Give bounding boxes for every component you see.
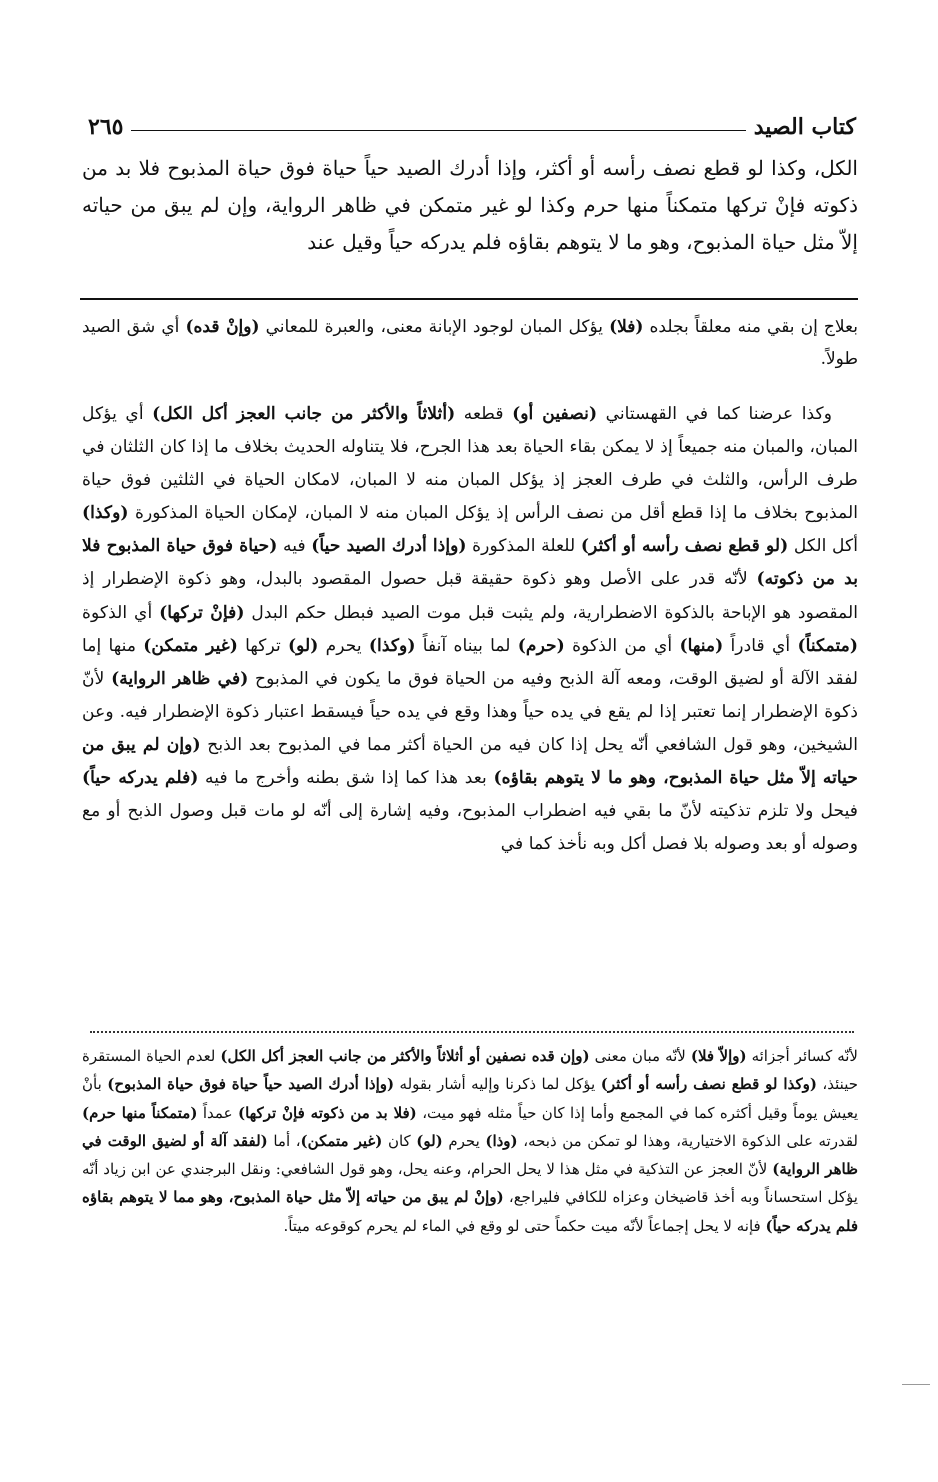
footnote-separator bbox=[90, 1031, 854, 1033]
sharh-continuation bbox=[82, 312, 858, 375]
matn-separator bbox=[80, 298, 858, 300]
hashiya-text bbox=[82, 1042, 858, 1240]
sharh-paragraph: وكذا عرضنا كما في القهستاني (نصفين أو) قطعه (أثلاثاً والأكثر من جانب العجز أكل الكل) أي يؤكل المبان، والمبان منه جميعاً إذ لا يمكن بقاء الحياة بعد هذا الجرح، فلا يتناوله الحديث بخلاف ما إذا كان الثلثان في طرف الرأس، والثلث في طرف العجز إذ يؤكل المبان منه لا المبان، لامكان الحياة في الثلثين فوق حياة المذبوح بخلاف ما إذا قطع أقل من نصف الرأس إذ يؤكل المبان منه لا المبان، لإمكان الحياة المذكورة (وكذا) أكل الكل (لو قطع نصف رأسه أو أكثر) للعلة المذكورة (وإذا أدرك الصيد حياً) فيه (حياة فوق حياة المذبوح فلا بد من ذكوته) لأنّه قدر على الأصل وهو ذكوة حقيقة قبل حصول المقصود بالبدل، وهو ذكوة الإضطرار إذ المقصود هو الإباحة بالذكوة الاضطرارية، ولم يثبت قبل موت الصيد فبطل حكم البدل (فإنْ تركها) أي الذكوة (متمكناً) أي قادراً (منها) أي من الذكوة (حرم) لما بيناه آنفاً (وكذا) يحرم (لو) تركها (غير متمكن) منها إما لفقد الآلة أو لضيق الوقت، ومعه آلة الذبح وفيه من الحياة فوق ما يكون في المذبوح (في ظاهر الرواية) لأنّ ذكوة الإضطرار إنما تعتبر إذا لم يقع في يده حياً وهذا وقع في يده حياً فيسقط اعتبار ذكوة الإضطرار فيه. وعن الشيخين، وهو قول الشافعي أنّه يحل إذا كان فيه من الحياة أكثر مما في المذبوح بعد الذبح (وإن لم يبق من حياته إلاّ مثل حياة المذبوح، وهو ما لا يتوهم بقاؤه) بعد هذا كما إذا شق بطنه وأخرج ما فيه (فلم يدركه حياً) فيحل ولا تلزم تذكيته لأنّ ما بقي فيه اضطراب المذبوح، وفيه إشارة إلى أنّه لو مات قبل وصول الذبح أو مع وصوله أو بعد وصوله بلا فصل أكل وبه نأخذ كما في bbox=[82, 404, 858, 855]
sharh-main bbox=[82, 398, 858, 861]
matn-paragraph: الكل، وكذا لو قطع نصف رأسه أو أكثر، وإذا أدرك الصيد حياً حياة فوق حياة المذبوح فلا بد من ذكوته فإنْ تركها متمكناً منها حرم وكذا لو غير متمكن في ظاهر الرواية، وإن لم يبق من حياته إلاّ مثل حياة المذبوح، وهو ما لا يتوهم بقاؤه فلم يدركه حياً وقيل عند bbox=[82, 156, 858, 254]
margin-mark bbox=[902, 1384, 930, 1385]
matn-text bbox=[82, 150, 858, 261]
sharh-paragraph: بعلاج إن بقي منه معلقاً بجلده (فلا) يؤكل المبان لوجود الإبانة معنى، والعبرة للمعاني (وإنْ قده) أي شق الصيد طولاً. bbox=[82, 317, 858, 369]
page-number: ٢٦٥ bbox=[88, 114, 124, 140]
header-rule bbox=[131, 130, 745, 131]
chapter-title: كتاب الصيد bbox=[753, 114, 856, 140]
hashiya-paragraph: لأنّه كسائر أجزائه (وإلاّ فلا) لأنّه مبان معنى (وإن قده نصفين أو أثلاثاً والأكثر من جانب العجز أكل الكل) لعدم الحياة المستقرة حينئذ، (وكذا لو قطع نصف رأسه أو أكثر) يؤكل لما ذكرنا وإليه أشار بقوله (وإذا أدرك الصيد حياً حياة فوق حياة المذبوح) بأنْ يعيش يوماً وقيل أكثره كما في المجمع وأما إذا كان حياً مثله فهو ميت، (فلا بد من ذكوته فإنْ تركها) عمداً (متمكناً منها حرم) لقدرته على الذكوة الاختيارية، وهذا لو تمكن من ذبحه، (وذا) يحرم (لو) كان (غير متمكن)، أما (لفقد آلة أو لضيق الوقت في ظاهر الرواية) لأنّ العجز عن التذكية في مثل هذا لا يحل الحرام، وعنه يحل، وهو قول الشافعي: ونقل البرجندي عن ابن زياد أنّه يؤكل استحساناً وبه أخذ قاضيخان وعزاه للكافي فليراجع، (وإنْ لم يبق من حياته إلاّ مثل حياة المذبوح، وهو مما لا يتوهم بقاؤه فلم يدركه حياً) فإنه لا يحل إجماعاً لأنّه ميت حكماً حتى لو وقع في الماء لم يحرم كوقوعه ميتاً. bbox=[82, 1047, 859, 1235]
page-header bbox=[88, 104, 856, 140]
